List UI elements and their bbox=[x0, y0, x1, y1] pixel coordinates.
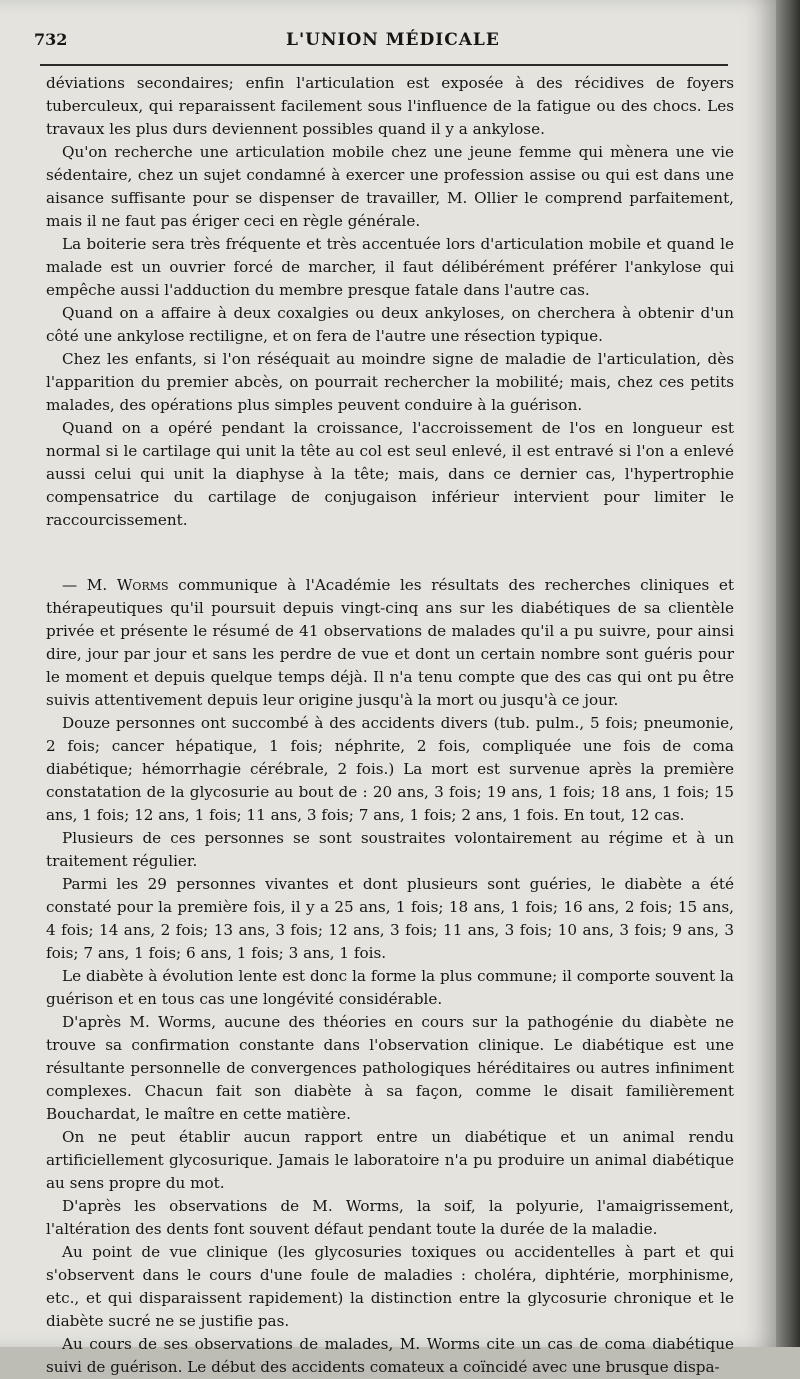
paragraph: Au cours de ses observations de malades, M. Worms cite un cas de coma diabétique suivi de guérison. Le début des accidents comateux a coïncidé avec une brusque dispa- bbox=[46, 1335, 734, 1376]
section-gap bbox=[46, 532, 734, 574]
worms-intro-text: communique à l'Académie les résultats des recherches cliniques et thérapeutiques qu'il poursuit depuis vingt-cinq ans sur les diabétiques de sa clientèle privée et présente le résumé de 41 observations de malades qu'il a pu suivre, pour ainsi dire, jour par jour et sans les perdre de vue et dont un certain nombre sont guéris pour le moment et depuis quelque temps déjà. Il n'a tenu compte que des cas qui ont pu être suivis attentivement depuis leur origine jusqu'à la mort ou jusqu'à ce jour. bbox=[46, 576, 734, 709]
page-number: 732 bbox=[34, 30, 68, 49]
paragraph: déviations secondaires; enfin l'articulation est exposée à des récidives de foyers tuberculeux, qui reparaissent facilement sous l'influence de la fatigue ou des chocs. Les travaux les plus durs deviennent possibles quand il y a ankylose. bbox=[46, 74, 734, 138]
worms-intro-paragraph bbox=[46, 574, 734, 712]
paragraph: La boiterie sera très fréquente et très accentuée lors d'articulation mobile et quand le malade est un ouvrier forcé de marcher, il faut délibérément préférer l'ankylose qui empêche aussi l'adduction du membre presque fatale dans l'autre cas. bbox=[46, 235, 734, 299]
worms-dash: — M. bbox=[62, 576, 108, 594]
worms-name: Worms bbox=[116, 576, 169, 594]
paragraph: On ne peut établir aucun rapport entre un diabétique et un animal rendu artificiellement glycosurique. Jamais le laboratoire n'a pu produire un animal diabétique au sens propre du mot. bbox=[46, 1128, 734, 1192]
header-rule bbox=[40, 64, 728, 66]
article-body bbox=[46, 72, 734, 1379]
paragraph: Qu'on recherche une articulation mobile chez une jeune femme qui mènera une vie sédentaire, chez un sujet condamné à exercer une profession assise ou qui est dans une aisance suffisante pour se dispenser de travailler, M. Ollier le comprend parfaitement, mais il ne faut pas ériger ceci en règle générale. bbox=[46, 143, 734, 230]
page-header bbox=[34, 30, 734, 56]
paragraph: D'après les observations de M. Worms, la soif, la polyurie, l'amaigrissement, l'altération des dents font souvent défaut pendant toute la durée de la maladie. bbox=[46, 1197, 734, 1238]
paragraph: Au point de vue clinique (les glycosuries toxiques ou accidentelles à part et qui s'observent dans le cours d'une foule de maladies : choléra, diphtérie, morphinisme, etc., et qui disparaissent rapidement) la distinction entre la glycosurie chronique et le diabète sucré ne se justifie pas. bbox=[46, 1243, 734, 1330]
paragraph: Le diabète à évolution lente est donc la forme la plus commune; il comporte souvent la guérison et en tous cas une longévité considérable. bbox=[46, 967, 734, 1008]
paragraph: Quand on a affaire à deux coxalgies ou deux ankyloses, on cherchera à obtenir d'un côté une ankylose rectiligne, et on fera de l'autre une résection typique. bbox=[46, 304, 734, 345]
paragraph: Quand on a opéré pendant la croissance, l'accroissement de l'os en longueur est normal si le cartilage qui unit la tête au col est seul enlevé, il est entravé si l'on a enlevé aussi celui qui unit la diaphyse à la tête; mais, dans ce dernier cas, l'hypertrophie compensatrice du cartilage de conjugaison inférieur intervient pour limiter le raccourcissement. bbox=[46, 419, 734, 529]
paragraph: D'après M. Worms, aucune des théories en cours sur la pathogénie du diabète ne trouve sa confirmation constante dans l'observation clinique. Le diabétique est une résultante personnelle de convergences pathologiques héréditaires ou autres infiniment complexes. Chacun fait son diabète à sa façon, comme le disait familièrement Bouchardat, le maître en cette matière. bbox=[46, 1013, 734, 1123]
paragraph: Douze personnes ont succombé à des accidents divers (tub. pulm., 5 fois; pneumonie, 2 fois; cancer hépatique, 1 fois; néphrite, 2 fois, compliquée une fois de coma diabétique; hémorrhagie cérébrale, 2 fois.) La mort est survenue après la première constatation de la glycosurie au bout de : 20 ans, 3 fois; 19 ans, 1 fois; 18 ans, 1 fois; 15 ans, 1 fois; 12 ans, 1 fois; 11 ans, 3 fois; 7 ans, 1 fois; 2 ans, 1 fois. En tout, 12 cas. bbox=[46, 714, 734, 824]
paragraph: Plusieurs de ces personnes se sont soustraites volontairement au régime et à un traitement régulier. bbox=[46, 829, 734, 870]
running-title: L'UNION MÉDICALE bbox=[286, 30, 500, 50]
page-binding-edge bbox=[776, 0, 800, 1347]
paragraph: Parmi les 29 personnes vivantes et dont plusieurs sont guéries, le diabète a été constaté pour la première fois, il y a 25 ans, 1 fois; 18 ans, 1 fois; 16 ans, 2 fois; 15 ans, 4 fois; 14 ans, 2 fois; 13 ans, 3 fois; 12 ans, 3 fois; 11 ans, 3 fois; 10 ans, 3 fois; 9 ans, 3 fois; 7 ans, 1 fois; 6 ans, 1 fois; 3 ans, 1 fois. bbox=[46, 875, 734, 962]
paragraph: Chez les enfants, si l'on réséquait au moindre signe de maladie de l'articulation, dès l'apparition du premier abcès, on pourrait rechercher la mobilité; mais, chez ces petits malades, des opérations plus simples peuvent conduire à la guérison. bbox=[46, 350, 734, 414]
